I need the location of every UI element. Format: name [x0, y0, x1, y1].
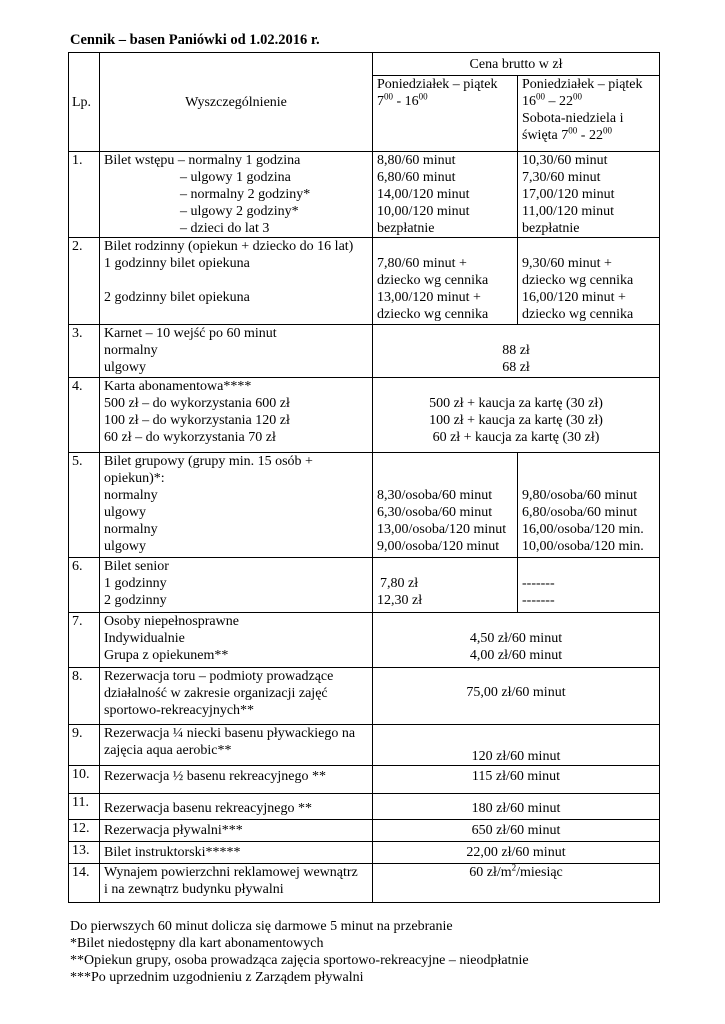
row-text: normalny [104, 488, 158, 503]
price-value: 650 zł/60 minut [471, 823, 561, 838]
table-row [69, 668, 660, 725]
row-number: 4. [69, 378, 100, 453]
row-description [100, 794, 373, 820]
header-lp: Lp. [69, 53, 100, 152]
row-text: ulgowy [104, 360, 146, 375]
price-weekday-morning [373, 558, 518, 613]
price-value: 12,30 zł [377, 593, 423, 608]
price-value: 60 $zł/m^2$/miesiąc [469, 862, 563, 880]
row-text: Bilet grupowy (grupy min. 15 osób + [104, 454, 313, 469]
price-value: 120 zł/60 minut [471, 749, 561, 764]
header-description: Wyszczególnienie [100, 53, 373, 152]
price-all-days [373, 613, 660, 668]
price-value: 13,00/osoba/120 minut [377, 522, 507, 537]
row-description [100, 668, 373, 725]
row-number: 3. [69, 325, 100, 378]
table-row [69, 325, 660, 378]
price-weekday-morning [373, 453, 518, 558]
price-all-days [373, 842, 660, 864]
row-text: Wynajem powierzchni reklamowej wewnątrz [104, 865, 358, 880]
price-value: 4,50 zł/60 minut [469, 631, 563, 646]
price-all-days [373, 864, 660, 903]
row-description [100, 558, 373, 613]
row-text: Osoby niepełnosprawne [104, 614, 239, 629]
table-row [69, 864, 660, 903]
row-text: i na zewnątrz budynku pływalni [104, 882, 284, 897]
row-number: 9. [69, 725, 100, 766]
row-text: Indywidualnie [104, 631, 185, 646]
row-number: 8. [69, 668, 100, 725]
row-text: 500 zł – do wykorzystania 600 zł [104, 396, 290, 411]
price-value: 11,00/120 minut [522, 204, 615, 219]
price-value: 7,80/60 minut + [377, 256, 467, 271]
price-value: 14,00/120 minut [377, 187, 470, 202]
price-value: 115 zł/60 minut [471, 769, 561, 784]
row-description [100, 238, 373, 325]
row-text: Bilet wstępu – normalny 1 godzina [104, 153, 301, 168]
row-text: 1 godzinny [104, 576, 167, 591]
table-row [69, 453, 660, 558]
row-number: 5. [69, 453, 100, 558]
price-value: 88 zł [502, 343, 530, 358]
header-weekday-morning [373, 76, 518, 152]
row-description [100, 725, 373, 766]
row-text: – ulgowy 2 godziny* [180, 204, 299, 219]
row-number: 10. [69, 766, 100, 794]
price-value: bezpłatnie [522, 221, 580, 236]
price-value: dziecko wg cennika [377, 273, 489, 288]
row-text: opiekun)*: [104, 471, 165, 486]
price-value: 4,00 zł/60 minut [469, 648, 563, 663]
price-value: 13,00/120 minut + [377, 290, 481, 305]
row-text: Karnet – 10 wejść po 60 minut [104, 326, 277, 341]
row-text: ulgowy [104, 505, 146, 520]
price-weekday-evening [518, 238, 660, 325]
row-number: 1. [69, 152, 100, 238]
price-value: 6,80/60 minut [377, 170, 456, 185]
table-row [69, 558, 660, 613]
row-number: 7. [69, 613, 100, 668]
row-text: Bilet rodzinny (opiekun + dziecko do 16 lat) [104, 239, 354, 254]
row-text: – ulgowy 1 godzina [180, 170, 291, 185]
price-all-days [373, 668, 660, 725]
price-all-days [373, 794, 660, 820]
row-number: 14. [69, 864, 100, 903]
price-value: 8,80/60 minut [377, 153, 456, 168]
price-value: 500 zł + kaucja za kartę (30 zł) [429, 396, 603, 411]
price-value: 75,00 zł/60 minut [466, 685, 566, 700]
row-number: 6. [69, 558, 100, 613]
row-text: 100 zł – do wykorzystania 120 zł [104, 413, 290, 428]
row-description [100, 864, 373, 903]
footnote: **Opiekun grupy, osoba prowadząca zajęcia sportowo-rekreacyjne – nieodpłatnie [70, 953, 529, 968]
row-text: działalność w zakresie organizacji zajęć [104, 686, 328, 701]
row-text: Karta abonamentowa**** [104, 379, 252, 394]
price-value: 68 zł [502, 360, 530, 375]
header-b-hours: $16^{00} - 22^{00}$ [522, 91, 582, 109]
row-description [100, 766, 373, 794]
price-value: 7,30/60 minut [522, 170, 601, 185]
row-number: 12. [69, 820, 100, 842]
footnote: *Bilet niedostępny dla kart abonamentowych [70, 936, 324, 951]
row-text: Rezerwacja pływalni*** [104, 823, 243, 838]
footnotes [70, 918, 529, 986]
row-description [100, 152, 373, 238]
row-description [100, 325, 373, 378]
row-text: Bilet instruktorski***** [104, 845, 241, 860]
row-description [100, 613, 373, 668]
price-value: 9,80/osoba/60 minut [522, 488, 638, 503]
row-text: 60 zł – do wykorzystania 70 zł [104, 430, 276, 445]
row-number: 11. [69, 794, 100, 820]
row-number: 2. [69, 238, 100, 325]
price-all-days [373, 325, 660, 378]
price-value: 16,00/osoba/120 min. [522, 522, 644, 537]
price-value: 17,00/120 minut [522, 187, 615, 202]
price-value: ------- [522, 593, 555, 608]
table-row [69, 152, 660, 238]
row-description [100, 378, 373, 453]
table-row [69, 820, 660, 842]
row-text: Rezerwacja basenu rekreacyjnego ** [104, 801, 312, 816]
header-a-hours: $7^{00} - 16^{00}$ [377, 91, 428, 109]
price-value: bezpłatnie [377, 221, 435, 236]
price-value: 16,00/120 minut + [522, 290, 626, 305]
price-value: dziecko wg cennika [522, 307, 634, 322]
price-weekday-evening [518, 558, 660, 613]
row-text: – dzieci do lat 3 [180, 221, 270, 236]
row-text: Bilet senior [104, 559, 169, 574]
header-weekday-evening [518, 76, 660, 152]
price-value: ------- [522, 576, 555, 591]
table-row [69, 613, 660, 668]
header-b-days: Poniedziałek – piątek [522, 77, 643, 92]
price-all-days [373, 378, 660, 453]
row-text: Grupa z opiekunem** [104, 648, 229, 663]
header-b-weekend: Sobota-niedziela i [522, 111, 624, 126]
table-row [69, 842, 660, 864]
price-table [68, 52, 660, 903]
price-value: 100 zł + kaucja za kartę (30 zł) [429, 413, 603, 428]
header-price-group: Cena brutto w zł [373, 53, 660, 76]
header-b-holidays: święta $7^{00} - 22^{00}$ [522, 125, 612, 143]
row-number: 13. [69, 842, 100, 864]
row-text: 1 godzinny bilet opiekuna [104, 256, 250, 271]
price-value: 6,80/osoba/60 minut [522, 505, 638, 520]
price-value: 60 zł + kaucja za kartę (30 zł) [432, 430, 600, 445]
price-all-days [373, 725, 660, 766]
table-header-row [69, 53, 660, 76]
row-text: Rezerwacja toru – podmioty prowadzące [104, 669, 334, 684]
price-weekday-evening [518, 453, 660, 558]
price-value: 8,30/osoba/60 minut [377, 488, 493, 503]
price-value: dziecko wg cennika [522, 273, 634, 288]
row-text: sportowo-rekreacyjnych** [104, 703, 255, 718]
price-value: 10,30/60 minut [522, 153, 608, 168]
price-weekday-morning [373, 152, 518, 238]
price-value: 9,30/60 minut + [522, 256, 612, 271]
price-value: 180 zł/60 minut [471, 801, 561, 816]
price-value: 22,00 zł/60 minut [466, 845, 566, 860]
row-description [100, 453, 373, 558]
row-text: 2 godzinny [104, 593, 167, 608]
price-value: 6,30/osoba/60 minut [377, 505, 493, 520]
footnote: ***Po uprzednim uzgodnieniu z Zarządem pływalni [70, 970, 364, 985]
price-weekday-evening [518, 152, 660, 238]
row-text: ulgowy [104, 539, 146, 554]
row-description [100, 820, 373, 842]
table-row [69, 794, 660, 820]
footnote: Do pierwszych 60 minut dolicza się darmowe 5 minut na przebranie [70, 919, 453, 934]
row-text: normalny [104, 522, 158, 537]
row-text: normalny [104, 343, 158, 358]
price-value: 9,00/osoba/120 minut [377, 539, 500, 554]
page-title: Cennik – basen Paniówki od 1.02.2016 r. [70, 32, 320, 48]
header-a-days: Poniedziałek – piątek [377, 77, 498, 92]
row-text: – normalny 2 godziny* [180, 187, 311, 202]
price-all-days [373, 766, 660, 794]
row-text: Rezerwacja ½ basenu rekreacyjnego ** [104, 769, 326, 784]
table-row [69, 766, 660, 794]
table-row [69, 725, 660, 766]
table-row [69, 238, 660, 325]
row-text: 2 godzinny bilet opiekuna [104, 290, 250, 305]
price-value: 10,00/120 minut [377, 204, 470, 219]
price-weekday-morning [373, 238, 518, 325]
price-all-days [373, 820, 660, 842]
row-text: Rezerwacja ¼ niecki basenu pływackiego na [104, 726, 356, 741]
row-description [100, 842, 373, 864]
table-row [69, 378, 660, 453]
price-value: dziecko wg cennika [377, 307, 489, 322]
price-value: 10,00/osoba/120 min. [522, 539, 644, 554]
price-value: 7,80 zł [380, 576, 419, 591]
row-text: zajęcia aqua aerobic** [104, 743, 232, 758]
